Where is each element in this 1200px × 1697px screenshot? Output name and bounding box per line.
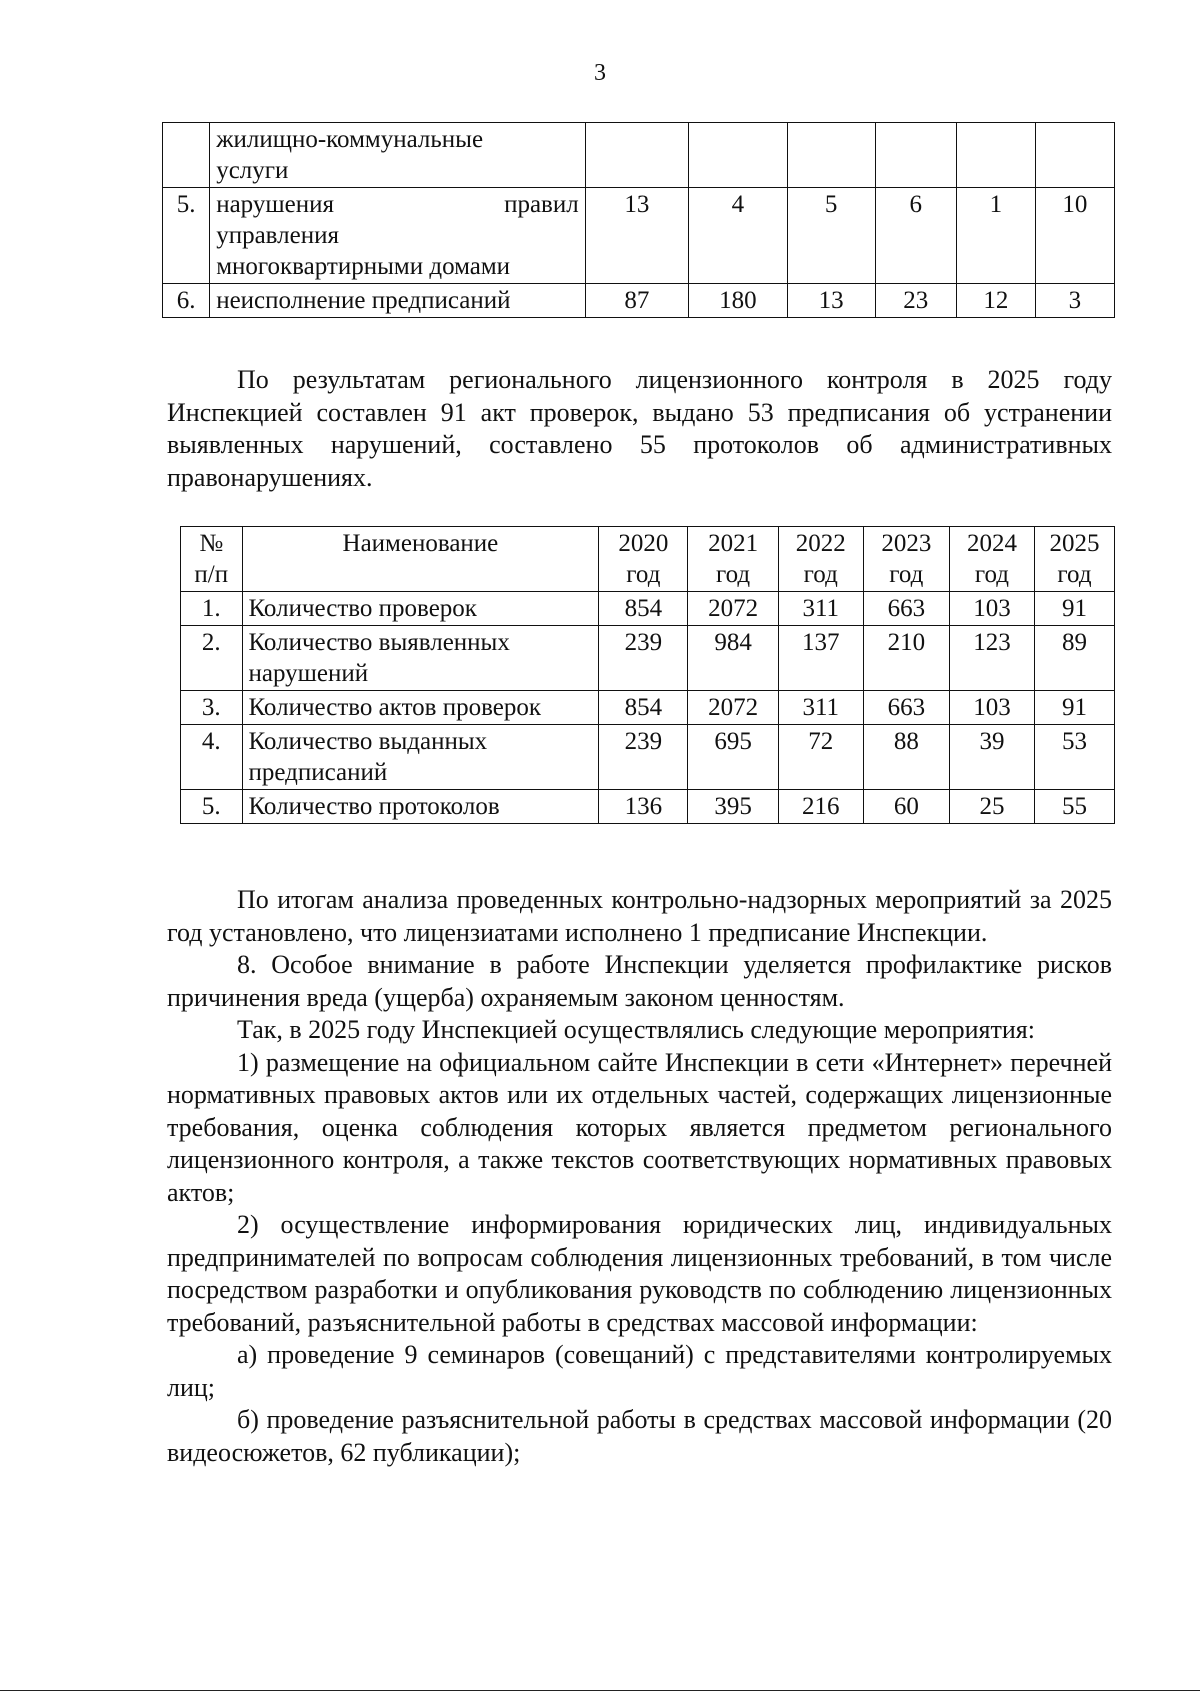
header-year [778, 527, 863, 592]
header-year [599, 527, 688, 592]
page-number: 3 [594, 60, 606, 86]
cell-value: 239 [599, 626, 688, 691]
cell-value: 10 [1035, 188, 1114, 284]
cell-value [1035, 123, 1114, 188]
table-header-row [181, 527, 1115, 592]
cell-value: 2072 [688, 691, 778, 725]
row-number: 3. [181, 691, 243, 725]
row-name [210, 284, 586, 318]
cell-value [956, 123, 1035, 188]
cell-value: 87 [585, 284, 688, 318]
header-name: Наименование [242, 527, 599, 592]
header-year-suffix: год [716, 561, 751, 588]
table-row [181, 790, 1115, 824]
cell-value: 137 [778, 626, 863, 691]
table-row [181, 592, 1115, 626]
header-year-suffix: год [889, 561, 924, 588]
header-num-line: п/п [194, 561, 229, 588]
row-name: Количество актов проверок [242, 691, 599, 725]
cell-value: 311 [778, 592, 863, 626]
table-row [163, 188, 1115, 284]
cell-value: 55 [1034, 790, 1114, 824]
cell-value: 89 [1034, 626, 1114, 691]
header-year [1034, 527, 1114, 592]
table-row [181, 725, 1115, 790]
cell-value: 13 [787, 284, 875, 318]
cell-value: 216 [778, 790, 863, 824]
header-year-value: 2023 [881, 530, 932, 557]
header-year [688, 527, 778, 592]
bottom-divider [0, 1690, 1200, 1691]
paragraph: б) проведение разъяснительной работы в средствах массовой информации (20 видеосюжетов, 62 публикации); [167, 1405, 1112, 1467]
row-number: 4. [181, 725, 243, 790]
row-name-line: управления [216, 222, 339, 249]
cell-value: 663 [863, 592, 949, 626]
cell-value: 39 [949, 725, 1034, 790]
header-num [181, 527, 243, 592]
row-name [210, 123, 586, 188]
cell-value: 311 [778, 691, 863, 725]
header-year-suffix: год [974, 561, 1009, 588]
cell-value [787, 123, 875, 188]
cell-value: 210 [863, 626, 949, 691]
row-name-line: многоквартирными домами [216, 253, 511, 280]
cell-value: 4 [688, 188, 787, 284]
cell-value: 72 [778, 725, 863, 790]
cell-value: 695 [688, 725, 778, 790]
paragraph: По итогам анализа проведенных контрольно-надзорных мероприятий за 2025 год установлено, что лицензиатами исполнено 1 предписание Инспекции. [167, 885, 1112, 947]
cell-value: 5 [787, 188, 875, 284]
cell-value: 663 [863, 691, 949, 725]
cell-value: 854 [599, 592, 688, 626]
cell-value: 239 [599, 725, 688, 790]
cell-value: 2072 [688, 592, 778, 626]
row-name: Количество протоколов [242, 790, 599, 824]
row-name: Количество проверок [242, 592, 599, 626]
cell-value: 12 [956, 284, 1035, 318]
header-year [949, 527, 1034, 592]
header-year-suffix: год [803, 561, 838, 588]
cell-value: 123 [949, 626, 1034, 691]
cell-value: 103 [949, 592, 1034, 626]
row-name-line: неисполнение предписаний [216, 287, 511, 314]
table-row [163, 123, 1115, 188]
header-year-value: 2025 [1049, 530, 1100, 557]
row-number: 6. [163, 284, 210, 318]
cell-value [688, 123, 787, 188]
paragraph: 2) осуществление информирования юридических лиц, индивидуальных предпринимателей по вопросам соблюдения лицензионных требований, в том числе посредством разработки и опубликования руководств по соблюдению лицензионных требований, разъяснительной работы в средствах массовой информации: [167, 1210, 1112, 1337]
control-statistics-table [180, 526, 1115, 824]
cell-value: 1 [956, 188, 1035, 284]
cell-value: 23 [875, 284, 956, 318]
paragraph: а) проведение 9 семинаров (совещаний) с представителями контролируемых лиц; [167, 1340, 1112, 1402]
table-row [181, 691, 1115, 725]
paragraph: По результатам регионального лицензионного контроля в 2025 году Инспекцией составлен 91 акт проверок, выдано 53 предписания об устранении выявленных нарушений, составлено 55 протоколов об административных правонарушениях. [167, 365, 1112, 492]
row-name-line: жилищно-коммунальные [216, 126, 484, 153]
row-number: 2. [181, 626, 243, 691]
cell-value: 6 [875, 188, 956, 284]
row-name [210, 188, 586, 284]
header-year-value: 2020 [618, 530, 669, 557]
row-name: Количество выданных предписаний [242, 725, 599, 790]
results-paragraph [167, 364, 1112, 494]
row-number: 5. [163, 188, 210, 284]
header-year-value: 2024 [966, 530, 1017, 557]
header-year-value: 2021 [708, 530, 759, 557]
cell-value: 91 [1034, 592, 1114, 626]
table-row [163, 284, 1115, 318]
row-name-line: услуги [216, 157, 289, 184]
header-year [863, 527, 949, 592]
header-year-suffix: год [626, 561, 661, 588]
cell-value: 984 [688, 626, 778, 691]
paragraph: Так, в 2025 году Инспекцией осуществлялись следующие мероприятия: [237, 1015, 1035, 1044]
paragraph: 1) размещение на официальном сайте Инспекции в сети «Интернет» перечней нормативных правовых актов или их отдельных частей, содержащих лицензионные требования, оценка соблюдения которых является предметом регионального лицензионного контроля, а также текстов соответствующих нормативных правовых актов; [167, 1047, 1112, 1207]
row-name-line: нарушения правил [216, 191, 579, 218]
cell-value [875, 123, 956, 188]
header-year-value: 2022 [795, 530, 846, 557]
row-name: Количество выявленных нарушений [242, 626, 599, 691]
table-row [181, 626, 1115, 691]
cell-value: 180 [688, 284, 787, 318]
cell-value: 854 [599, 691, 688, 725]
row-number: 1. [181, 592, 243, 626]
cell-value: 395 [688, 790, 778, 824]
body-text [167, 884, 1112, 1469]
cell-value: 3 [1035, 284, 1114, 318]
paragraph: 8. Особое внимание в работе Инспекции уделяется профилактике рисков причинения вреда (ущерба) охраняемым законом ценностям. [167, 950, 1112, 1012]
cell-value: 136 [599, 790, 688, 824]
header-num-line: № [199, 530, 224, 557]
cell-value: 103 [949, 691, 1034, 725]
cell-value: 60 [863, 790, 949, 824]
cell-value: 53 [1034, 725, 1114, 790]
cell-value: 88 [863, 725, 949, 790]
cell-value: 13 [585, 188, 688, 284]
violations-table-continued [162, 122, 1115, 318]
cell-value [585, 123, 688, 188]
row-number [163, 123, 210, 188]
cell-value: 91 [1034, 691, 1114, 725]
header-year-suffix: год [1057, 561, 1092, 588]
cell-value: 25 [949, 790, 1034, 824]
row-number: 5. [181, 790, 243, 824]
